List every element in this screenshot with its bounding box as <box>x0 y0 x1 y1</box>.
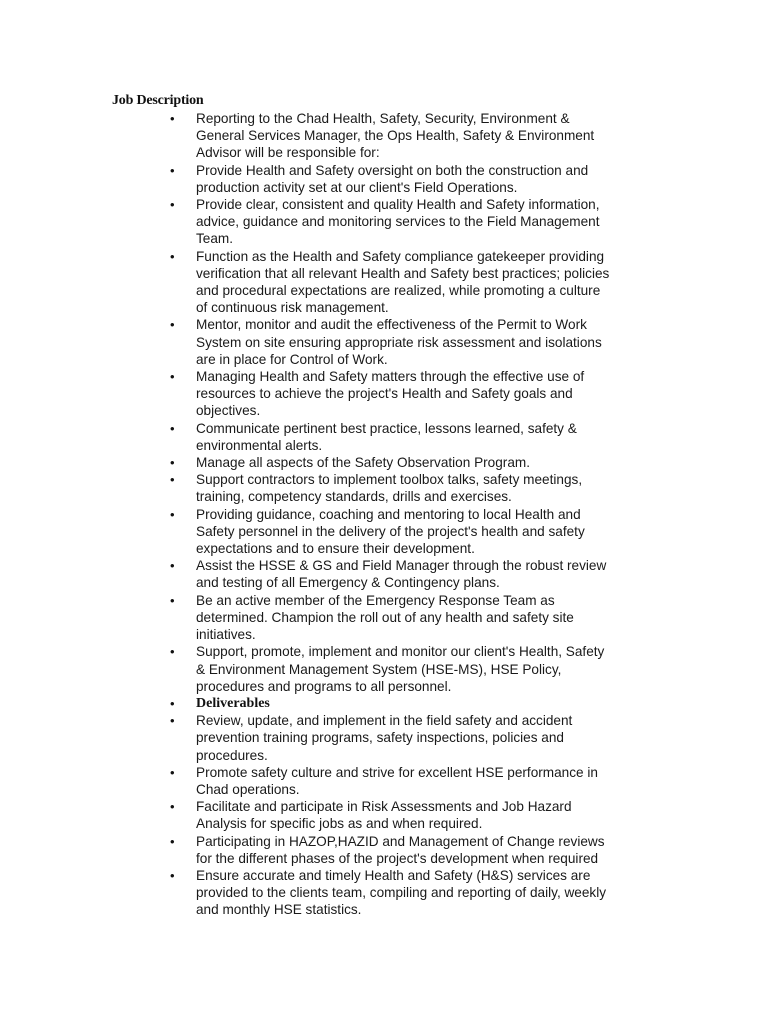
list-item <box>170 833 640 867</box>
list-item-line: Support contractors to implement toolbox talks, safety meetings, <box>196 472 583 488</box>
bullet-icon: • <box>170 799 175 815</box>
list-item <box>170 764 640 798</box>
bullet-list <box>170 110 640 919</box>
list-item <box>170 420 640 454</box>
list-item-line: Be an active member of the Emergency Response Team as <box>196 592 555 608</box>
list-item-line: Participating in HAZOP,HAZID and Management of Change reviews <box>196 833 605 849</box>
list-item-line: provided to the clients team, compiling and reporting of daily, weekly <box>196 885 607 901</box>
list-item-line: production activity set at our client's Field Operations. <box>196 179 518 195</box>
list-item-line: Review, update, and implement in the field safety and accident <box>196 713 573 729</box>
list-item <box>170 162 640 196</box>
document-heading: Job Description <box>112 93 204 108</box>
list-item-line: Support, promote, implement and monitor our client's Health, Safety <box>196 644 605 660</box>
list-item-line: Provide Health and Safety oversight on both the construction and <box>196 162 589 178</box>
list-item-line: environmental alerts. <box>196 437 323 453</box>
list-item-line: procedures and programs to all personnel. <box>196 678 452 694</box>
list-item-line: System on site ensuring appropriate risk assessment and isolations <box>196 334 602 350</box>
list-item-line: and procedural expectations are realized, while promoting a culture <box>196 283 601 299</box>
list-item-line: expectations and to ensure their development. <box>196 541 475 557</box>
list-item-line: Manage all aspects of the Safety Observation Program. <box>196 455 530 471</box>
list-item <box>170 471 640 505</box>
list-item <box>170 867 640 919</box>
bullet-icon: • <box>170 867 175 883</box>
list-item-line: Team. <box>196 231 234 247</box>
list-item-line: Providing guidance, coaching and mentoring to local Health and <box>196 506 581 522</box>
bullet-icon: • <box>170 558 175 574</box>
bullet-icon: • <box>170 713 175 729</box>
bullet-icon: • <box>170 162 175 178</box>
list-item-line: Facilitate and participate in Risk Assessments and Job Hazard <box>196 799 572 815</box>
list-item <box>170 506 640 558</box>
list-item-line: for the different phases of the project's development when required <box>196 850 599 866</box>
list-item-line: Chad operations. <box>196 781 300 797</box>
list-item-line: & Environment Management System (HSE-MS), HSE Policy, <box>196 661 562 677</box>
list-item-line: initiatives. <box>196 627 256 643</box>
bullet-icon: • <box>170 644 175 660</box>
list-item-line: Ensure accurate and timely Health and Safety (H&S) services are <box>196 867 591 883</box>
list-item <box>170 316 640 368</box>
list-item-line: and testing of all Emergency & Contingency plans. <box>196 575 500 591</box>
list-item-line: Assist the HSSE & GS and Field Manager through the robust review <box>196 558 607 574</box>
list-item <box>170 592 640 644</box>
bullet-icon: • <box>170 506 175 522</box>
list-item <box>170 798 640 832</box>
list-item <box>170 454 640 471</box>
bullet-icon: • <box>170 764 175 780</box>
bullet-icon: • <box>170 420 175 436</box>
list-item-line: verification that all relevant Health and Safety best practices; policies <box>196 265 610 281</box>
list-item-line: Provide clear, consistent and quality Health and Safety information, <box>196 197 600 213</box>
list-item-line: are in place for Control of Work. <box>196 351 388 367</box>
list-item-line: objectives. <box>196 403 261 419</box>
list-item-line: Communicate pertinent best practice, lessons learned, safety & <box>196 420 577 436</box>
bullet-icon: • <box>170 695 175 711</box>
list-item-line: of continuous risk management. <box>196 300 389 316</box>
list-item <box>170 248 640 317</box>
section-subheading-item <box>170 695 640 712</box>
list-item-line: Managing Health and Safety matters through the effective use of <box>196 369 585 385</box>
list-item-line: training, competency standards, drills and exercises. <box>196 489 512 505</box>
list-item <box>170 196 640 248</box>
list-item-line: determined. Champion the roll out of any health and safety site <box>196 609 574 625</box>
list-item-line: Analysis for specific jobs as and when required. <box>196 816 483 832</box>
bullet-icon: • <box>170 197 175 213</box>
list-item-line: General Services Manager, the Ops Health, Safety & Environment <box>196 128 595 144</box>
list-item <box>170 368 640 420</box>
bullet-icon: • <box>170 472 175 488</box>
list-item-line: Safety personnel in the delivery of the project's health and safety <box>196 523 585 539</box>
bullet-icon: • <box>170 455 175 471</box>
bullet-icon: • <box>170 317 175 333</box>
list-item-line: Reporting to the Chad Health, Safety, Security, Environment & <box>196 111 570 126</box>
list-item-line: Function as the Health and Safety compliance gatekeeper providing <box>196 248 605 264</box>
list-item-line: Mentor, monitor and audit the effectiveness of the Permit to Work <box>196 317 587 333</box>
list-item-line: Promote safety culture and strive for excellent HSE performance in <box>196 764 598 780</box>
bullet-icon: • <box>170 248 175 264</box>
list-item <box>170 110 640 162</box>
list-item-line: procedures. <box>196 747 268 763</box>
bullet-icon: • <box>170 111 175 126</box>
list-item-line: Deliverables <box>196 695 270 711</box>
list-item <box>170 643 640 695</box>
list-item-line: resources to achieve the project's Health and Safety goals and <box>196 386 573 402</box>
list-item-line: advice, guidance and monitoring services to the Field Management <box>196 214 600 230</box>
list-item-line: and monthly HSE statistics. <box>196 902 362 918</box>
bullet-icon: • <box>170 833 175 849</box>
bullet-icon: • <box>170 592 175 608</box>
list-item <box>170 557 640 591</box>
list-item-line: prevention training programs, safety inspections, policies and <box>196 730 564 746</box>
bullet-icon: • <box>170 369 175 385</box>
list-item <box>170 712 640 764</box>
list-item-line: Advisor will be responsible for: <box>196 145 380 161</box>
